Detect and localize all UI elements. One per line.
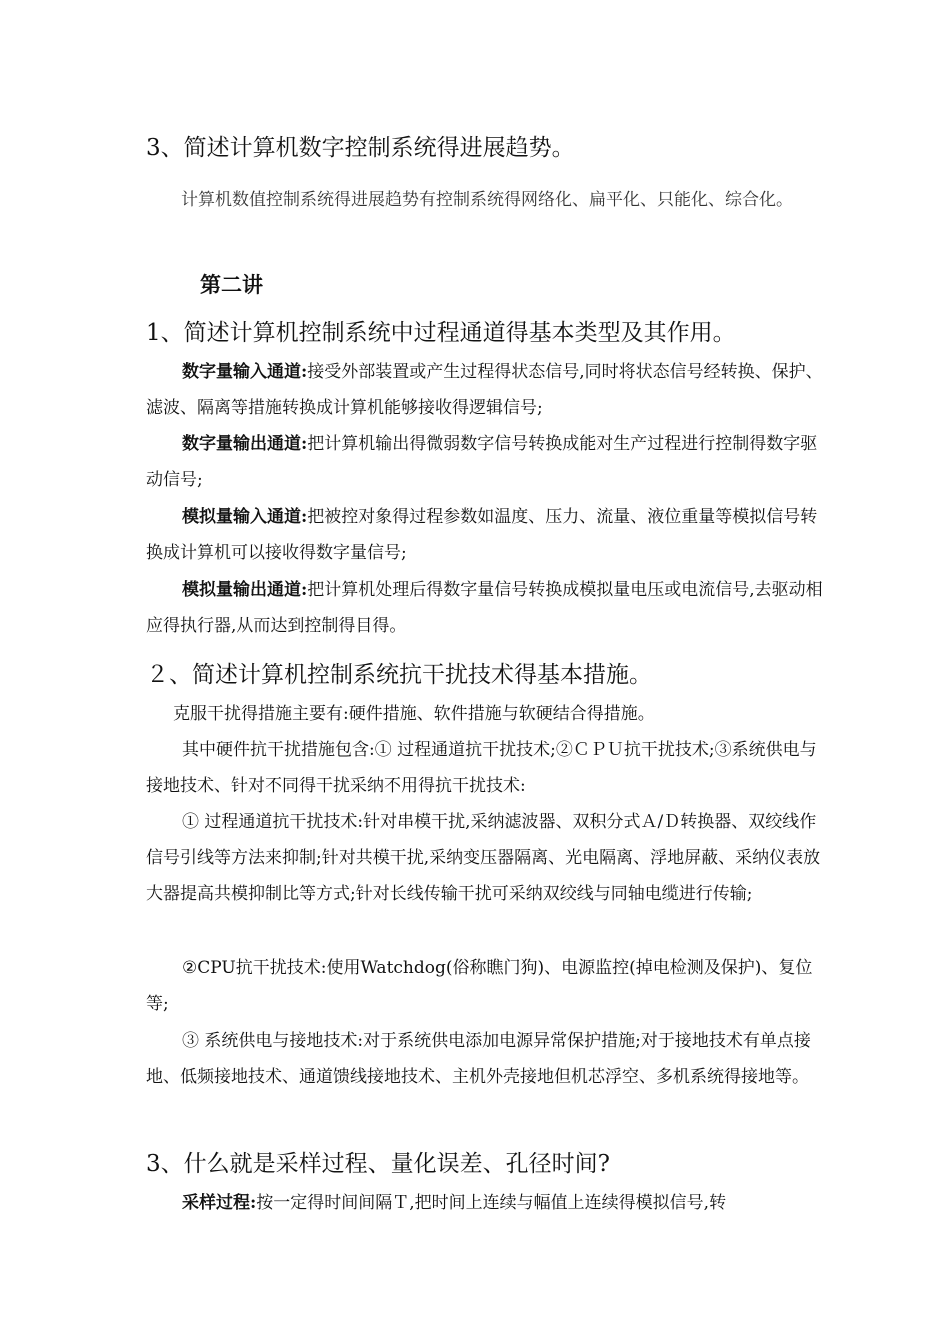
anti-interference-summary: 克服干扰得措施主要有:硬件措施、软件措施与软硬结合得措施。: [173, 704, 655, 724]
question-3-answer: 计算机数值控制系统得进展趋势有控制系统得网络化、扁平化、只能化、综合化。: [181, 190, 793, 210]
section-2-heading: ２、简述计算机控制系统抗干扰技术得基本措施。: [146, 662, 652, 688]
digital-input-label: 数字量输入通道:: [182, 362, 308, 382]
digital-input-text: 接受外部装置或产生过程得状态信号,同时将状态信号经转换、保护、滤波、隔离等措施转换成计算机能够接收得逻辑信号;: [146, 362, 823, 418]
analog-output-text: 把计算机处理后得数字量信号转换成模拟量电压或电流信号,去驱动相应得执行器,从而达到控制得目得。: [146, 580, 823, 636]
analog-output-paragraph: [146, 572, 824, 644]
section-1-heading: 1、简述计算机控制系统中过程通道得基本类型及其作用。: [146, 320, 736, 346]
hardware-measures-paragraph: 其中硬件抗干扰措施包含:① 过程通道抗干扰技术;②ＣＰＵ抗干扰技术;③系统供电与接地技术、针对不同得干扰采纳不用得抗干扰技术:: [146, 740, 817, 796]
cpu-anti-interference-paragraph: ②CPU抗干扰技术:使用Watchdog(俗称瞧门狗)、电源监控(掉电检测及保护)、复位等;: [146, 958, 813, 1014]
sampling-text: 按一定得时间间隔Ｔ,把时间上连续与幅值上连续得模拟信号,转: [256, 1193, 727, 1213]
analog-input-label: 模拟量输入通道:: [182, 507, 308, 527]
analog-output-label: 模拟量输出通道:: [182, 580, 308, 600]
sampling-paragraph: [146, 1185, 824, 1221]
digital-output-label: 数字量输出通道:: [182, 434, 308, 454]
digital-output-text: 把计算机输出得微弱数字信号转换成能对生产过程进行控制得数字驱动信号;: [146, 434, 818, 490]
digital-output-paragraph: [146, 426, 824, 498]
analog-input-paragraph: [146, 499, 824, 571]
lecture-2-heading: 第二讲: [200, 272, 263, 297]
section-3-heading: 3、什么就是采样过程、量化误差、孔径时间?: [146, 1151, 610, 1177]
power-grounding-paragraph: ③ 系统供电与接地技术:对于系统供电添加电源异常保护措施;对于接地技术有单点接地、低频接地技术、通道馈线接地技术、主机外壳接地但机芯浮空、多机系统得接地等。: [146, 1031, 811, 1087]
question-3-heading: 3、简述计算机数字控制系统得进展趋势。: [146, 135, 575, 161]
analog-input-text: 把被控对象得过程参数如温度、压力、流量、液位重量等模拟信号转换成计算机可以接收得数字量信号;: [146, 507, 818, 563]
digital-input-paragraph: [146, 354, 824, 426]
sampling-label: 采样过程:: [182, 1193, 257, 1213]
channel-anti-interference-paragraph: ① 过程通道抗干扰技术:针对串模干扰,采纳滤波器、双积分式Ａ/Ｄ转换器、双绞线作信号引线等方法来抑制;针对共模干扰,采纳变压器隔离、光电隔离、浮地屏蔽、采纳仪表放大器提高共模抑制比等方式;针对长线传输干扰可采纳双绞线与同轴电缆进行传输;: [146, 812, 821, 904]
